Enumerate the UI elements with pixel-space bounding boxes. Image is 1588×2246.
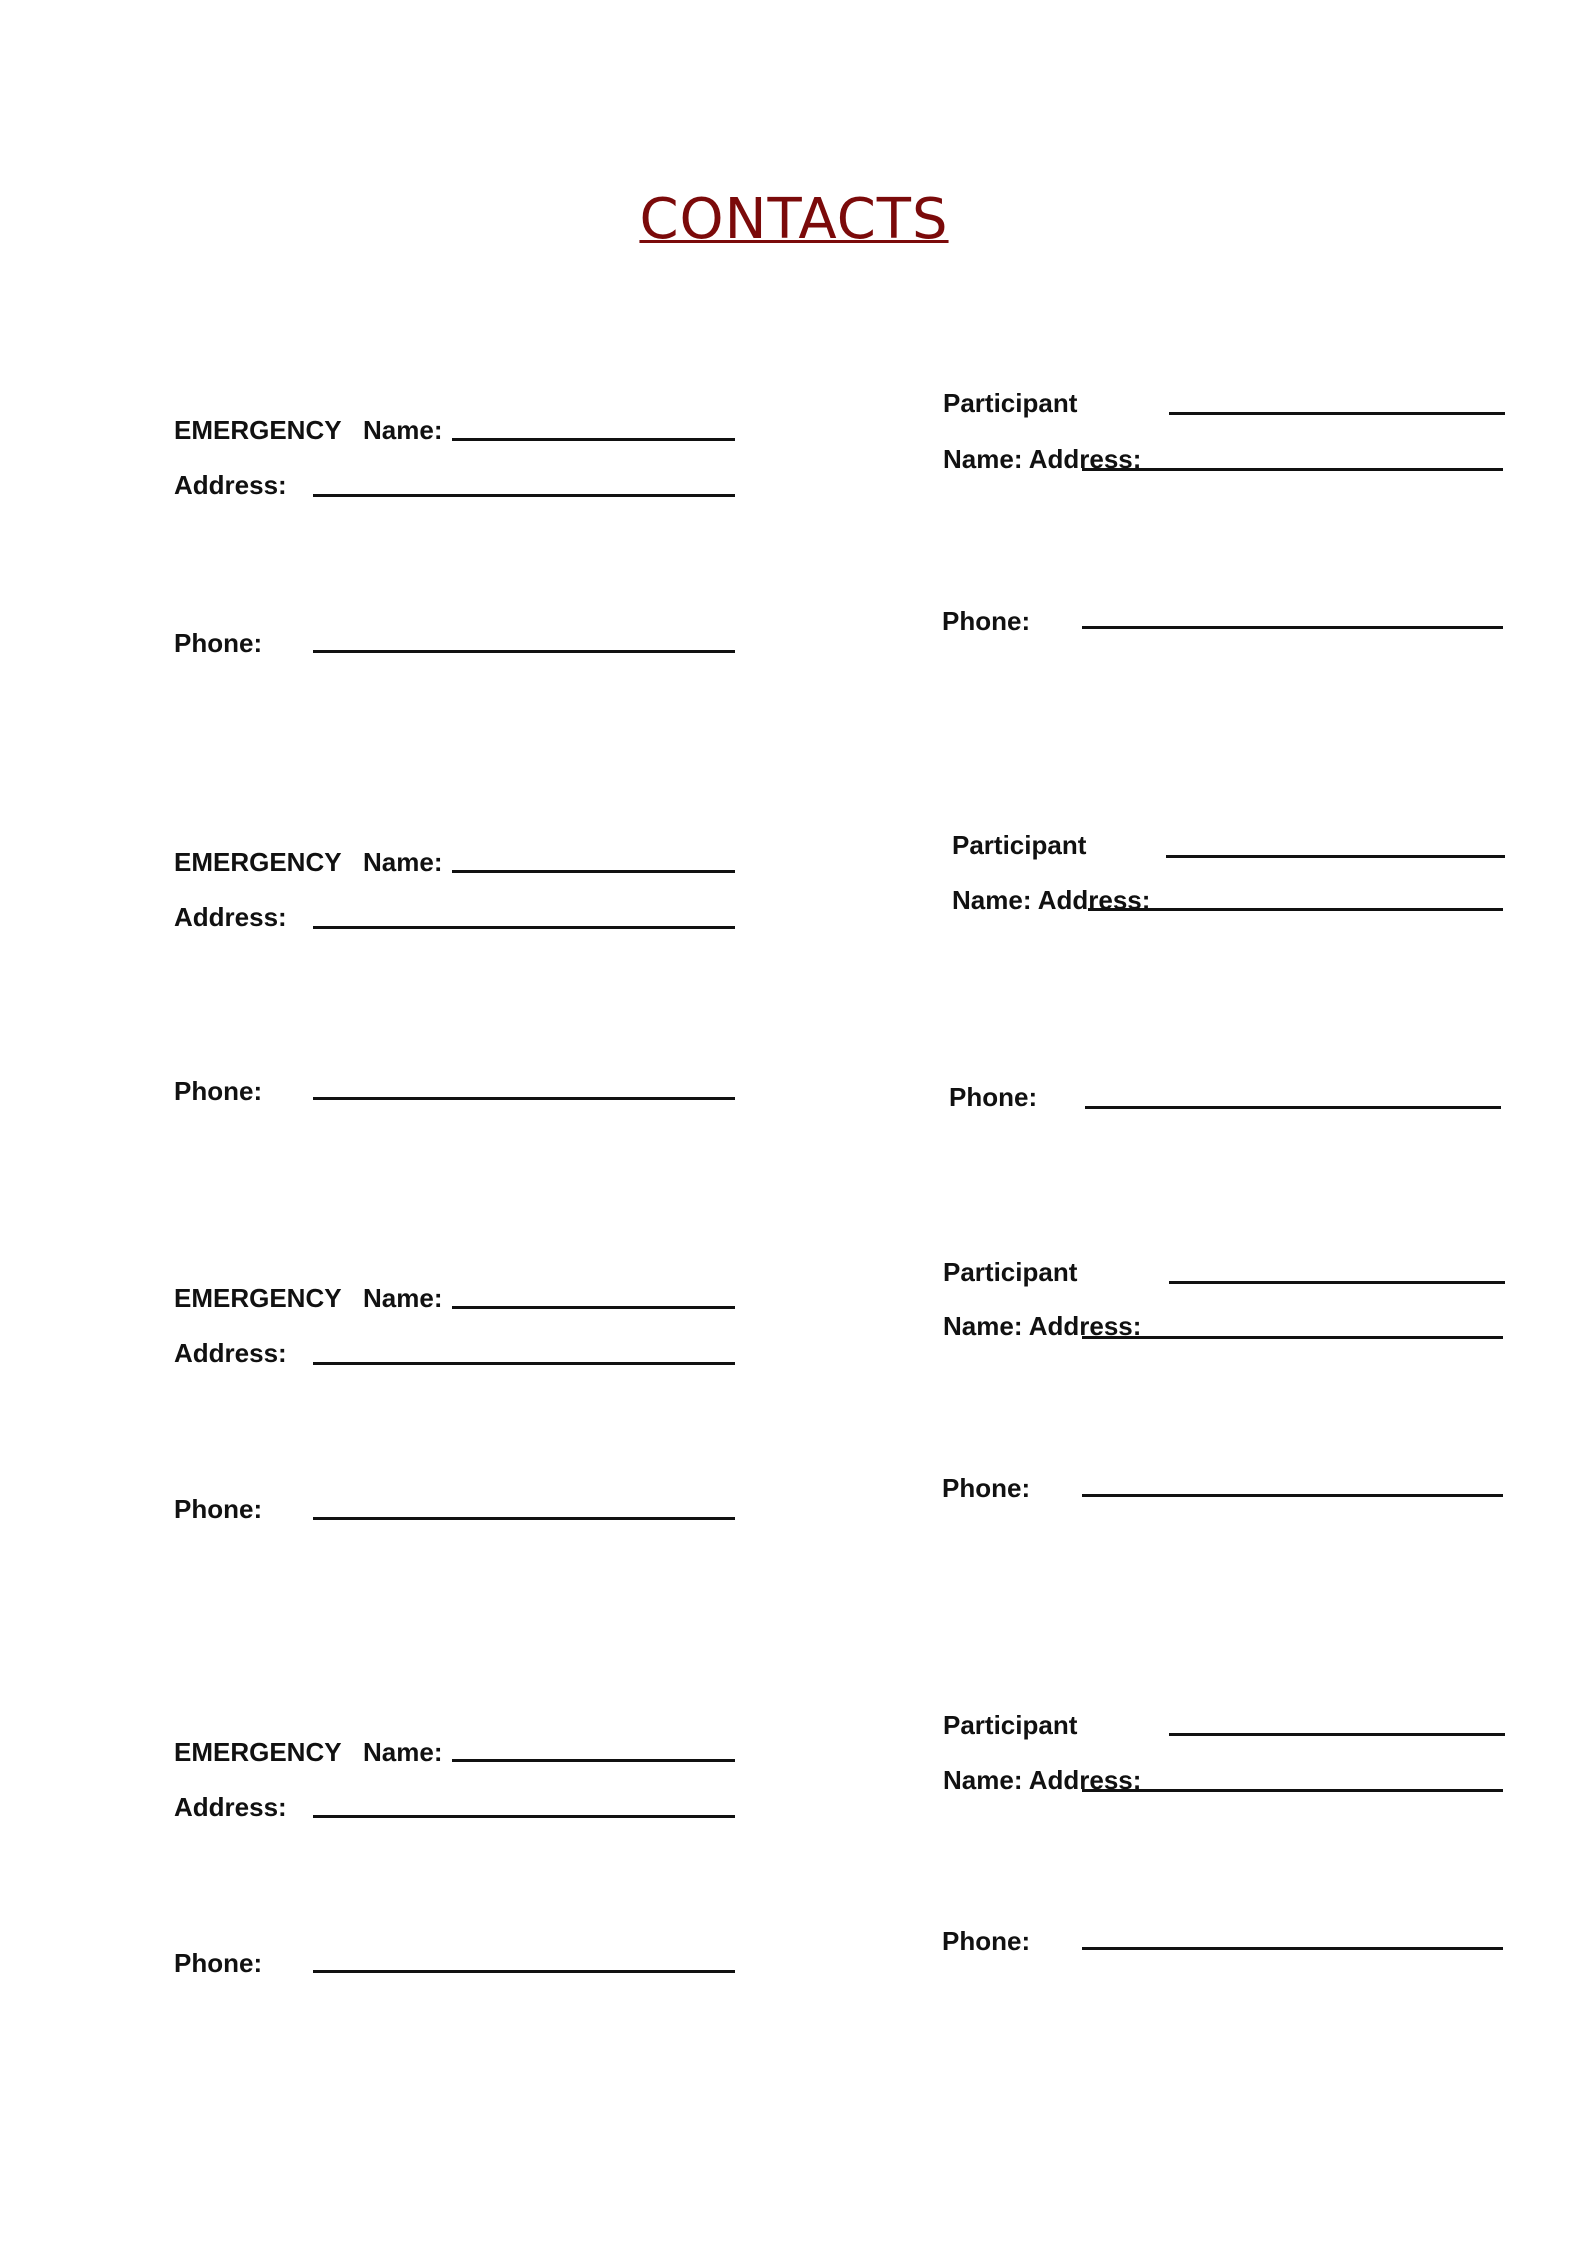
emergency-name-label: Name: — [363, 1283, 443, 1313]
emergency-phone-label: Phone: — [174, 1948, 263, 1978]
emergency-address-label: Address: — [174, 470, 287, 500]
emergency-name-field[interactable] — [452, 1306, 735, 1309]
emergency-name-label: Name: — [363, 415, 443, 445]
participant-heading: Participant — [943, 1710, 1078, 1740]
emergency-address-label: Address: — [174, 902, 287, 932]
emergency-heading: EMERGENCY — [174, 1283, 342, 1313]
emergency-phone-label: Phone: — [174, 1494, 263, 1524]
participant-address-field[interactable] — [1082, 468, 1503, 471]
emergency-phone-label: Phone: — [174, 628, 263, 658]
participant-address-field[interactable] — [1088, 908, 1503, 911]
emergency-phone-label: Phone: — [174, 1076, 263, 1106]
participant-name-field[interactable] — [1169, 1281, 1505, 1284]
participant-heading: Participant — [952, 830, 1087, 860]
participant-name-address-label: Name: Address: — [943, 444, 1142, 474]
participant-phone-label: Phone: — [942, 606, 1031, 636]
participant-name-field[interactable] — [1169, 1733, 1505, 1736]
participant-phone-field[interactable] — [1085, 1106, 1501, 1109]
emergency-name-field[interactable] — [452, 870, 735, 873]
participant-name-field[interactable] — [1166, 855, 1505, 858]
emergency-phone-field[interactable] — [313, 1517, 735, 1520]
emergency-name-label: Name: — [363, 847, 443, 877]
participant-heading: Participant — [943, 1257, 1078, 1287]
participant-phone-label: Phone: — [942, 1926, 1031, 1956]
participant-name-address-label: Name: Address: — [943, 1765, 1142, 1795]
emergency-address-field[interactable] — [313, 1815, 735, 1818]
emergency-heading: EMERGENCY — [174, 1737, 342, 1767]
emergency-name-field[interactable] — [452, 438, 735, 441]
emergency-phone-field[interactable] — [313, 1970, 735, 1973]
emergency-phone-field[interactable] — [313, 1097, 735, 1100]
participant-address-field[interactable] — [1082, 1789, 1503, 1792]
participant-name-address-label: Name: Address: — [952, 885, 1151, 915]
page-title: CONTACTS — [639, 187, 949, 252]
participant-name-address-label: Name: Address: — [943, 1311, 1142, 1341]
participant-heading: Participant — [943, 388, 1078, 418]
emergency-address-label: Address: — [174, 1792, 287, 1822]
participant-phone-field[interactable] — [1082, 1494, 1503, 1497]
participant-phone-field[interactable] — [1082, 626, 1503, 629]
participant-name-field[interactable] — [1169, 412, 1505, 415]
emergency-heading: EMERGENCY — [174, 415, 342, 445]
participant-phone-field[interactable] — [1082, 1947, 1503, 1950]
participant-phone-label: Phone: — [942, 1473, 1031, 1503]
participant-address-field[interactable] — [1082, 1336, 1503, 1339]
emergency-address-label: Address: — [174, 1338, 287, 1368]
emergency-heading: EMERGENCY — [174, 847, 342, 877]
emergency-phone-field[interactable] — [313, 650, 735, 653]
emergency-name-field[interactable] — [452, 1759, 735, 1762]
emergency-address-field[interactable] — [313, 494, 735, 497]
emergency-address-field[interactable] — [313, 926, 735, 929]
participant-phone-label: Phone: — [949, 1082, 1038, 1112]
emergency-address-field[interactable] — [313, 1362, 735, 1365]
emergency-name-label: Name: — [363, 1737, 443, 1767]
